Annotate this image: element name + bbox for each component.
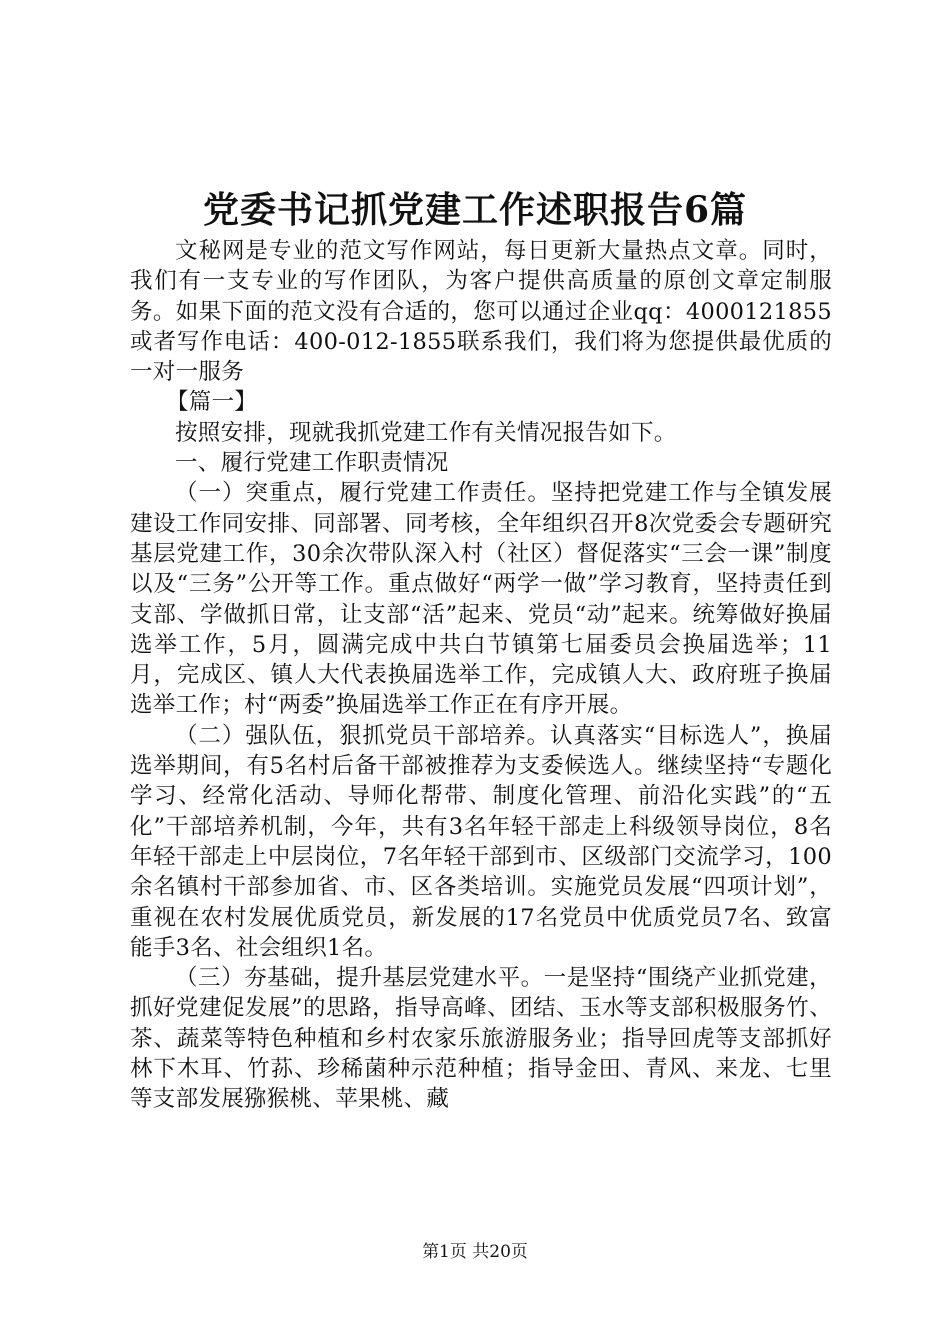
body-paragraph-1: （一）突重点，履行党建工作责任。坚持把党建工作与全镇发展建设工作同安排、同部署、同考核，全年组织召开8次党委会专题研究基层党建工作，30余次带队深入村（社区）督促落实“三会一课”制度以及“三务”公开等工作。重点做好“两学一做”学习教育，坚持责任到支部、学做抓日常，让支部“活”起来、党员“动”起来。统筹做好换届选举工作，5月，圆满完成中共白节镇第七届委员会换届选举；11月，完成区、镇人大代表换届选举工作，完成镇人大、政府班子换届选举工作；村“两委”换届选举工作正在有序开展。 <box>130 480 832 719</box>
section-heading: 一、履行党建工作职责情况 <box>175 450 449 477</box>
document-title: 党委书记抓党建工作述职报告6篇 <box>202 189 748 231</box>
section-label: 【篇一】 <box>166 389 258 416</box>
opening-paragraph: 按照安排，现就我抓党建工作有关情况报告如下。 <box>175 419 677 446</box>
page-footer: 第1页 共20页 <box>422 1242 528 1262</box>
body-paragraph-2: （二）强队伍，狠抓党员干部培养。认真落实“目标选人”，换届选举期间，有5名村后备干部被推荐为支委候选人。继续坚持“专题化学习、经常化活动、导师化帮带、制度化管理、前沿化实践”的“五化”干部培养机制，今年，共有3名年轻干部走上科级领导岗位，8名年轻干部走上中层岗位，7名年轻干部到市、区级部门交流学习，100余名镇村干部参加省、市、区各类培训。实施党员发展“四项计划”，重视在农村发展优质党员，新发展的17名党员中优质党员7名、致富能手3名、社会组织1名。 <box>130 722 832 961</box>
document-body <box>130 236 832 1115</box>
body-paragraph-3: （三）夯基础，提升基层党建水平。一是坚持“围绕产业抓党建，抓好党建促发展”的思路，指导高峰、团结、玉水等支部积极服务竹、茶、蔬菜等特色种植和乡村农家乐旅游服务业；指导回虎等支部抓好林下木耳、竹荪、珍稀菌种示范种植；指导金田、青风、来龙、七里等支部发展猕猴桃、苹果桃、藏 <box>130 965 832 1113</box>
intro-paragraph: 文秘网是专业的范文写作网站，每日更新大量热点文章。同时，我们有一支专业的写作团队，为客户提供高质量的原创文章定制服务。如果下面的范文没有合适的，您可以通过企业qq：4000121855或者写作电话：400-012-1855联系我们，我们将为您提供最优质的一对一服务 <box>130 238 832 386</box>
